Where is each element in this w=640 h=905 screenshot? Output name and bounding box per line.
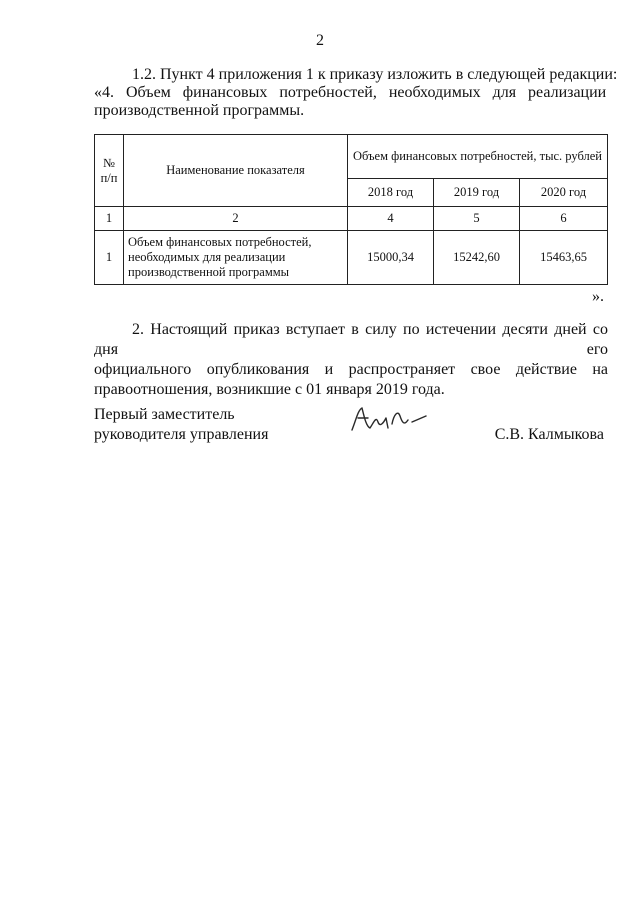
- header-year-2020: 2020 год: [520, 179, 608, 207]
- effective-date-paragraph: [94, 320, 608, 400]
- effective-line-3: правоотношения, возникшие с 01 января 2019 года.: [94, 381, 445, 398]
- row-num: 1: [95, 231, 124, 285]
- row-value-2020: 15463,65: [520, 231, 608, 285]
- effective-line-1: 2. Настоящий приказ вступает в силу по истечении десяти дней со дня его: [94, 321, 608, 358]
- closing-quote: ».: [592, 288, 604, 305]
- amendment-line-1: 1.2. Пункт 4 приложения 1 к приказу изложить в следующей редакции:: [132, 66, 618, 83]
- header-name: Наименование показателя: [124, 135, 348, 207]
- row-name: Объем финансовых потребностей, необходимых для реализации производственной программы: [124, 231, 348, 285]
- row-value-2018: 15000,34: [348, 231, 434, 285]
- index-cell: 5: [434, 207, 520, 231]
- effective-line-2: официального опубликования и распространяет свое действие на: [94, 361, 608, 378]
- signatory-position: [94, 405, 268, 445]
- index-cell: 2: [124, 207, 348, 231]
- table-row: [95, 231, 608, 285]
- header-group: Объем финансовых потребностей, тыс. рублей: [348, 135, 608, 179]
- amendment-line-3: производственной программы.: [94, 102, 305, 119]
- amendment-line-2: «4. Объем финансовых потребностей, необходимых для реализации: [94, 84, 607, 101]
- page-number: 2: [316, 32, 324, 49]
- header-year-2018: 2018 год: [348, 179, 434, 207]
- position-line-1: Первый заместитель: [94, 406, 235, 423]
- amendment-paragraph: [94, 66, 618, 120]
- position-line-2: руководителя управления: [94, 426, 269, 443]
- index-cell: 6: [520, 207, 608, 231]
- header-num: № п/п: [95, 135, 124, 207]
- signatory-name: С.В. Калмыкова: [494, 426, 604, 443]
- header-year-2019: 2019 год: [434, 179, 520, 207]
- row-value-2019: 15242,60: [434, 231, 520, 285]
- financial-needs-table: [94, 134, 608, 285]
- index-cell: 1: [95, 207, 124, 231]
- financial-needs-table-wrapper: [94, 134, 607, 285]
- index-cell: 4: [348, 207, 434, 231]
- handwritten-signature: [348, 400, 428, 440]
